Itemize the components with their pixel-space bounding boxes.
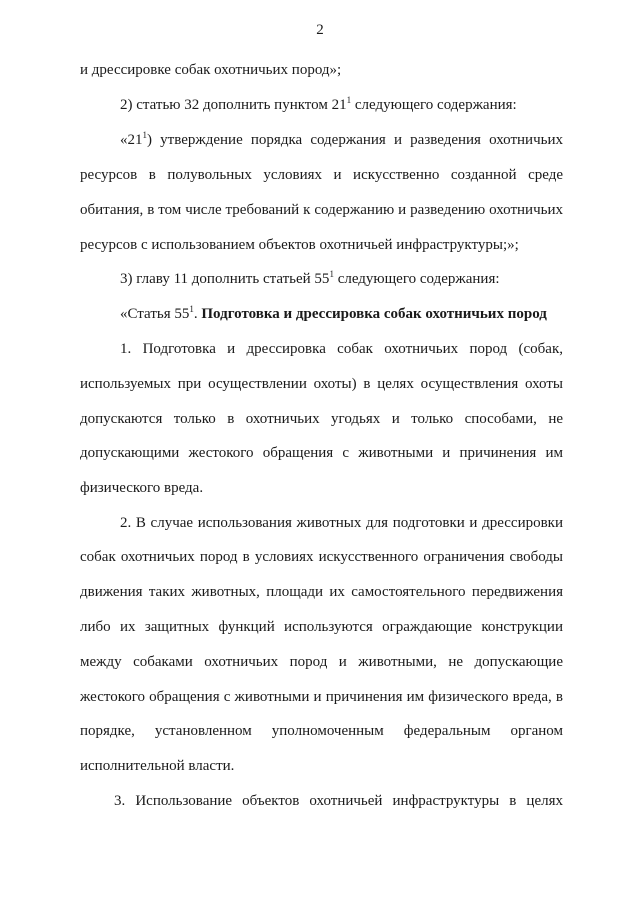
text-line: ресурсов в полувольных условиях и искусственно созданной среде [80,167,563,183]
text-line: 2. В случае использования животных для подготовки и дрессировки [120,515,563,531]
superscript: 1 [346,95,352,105]
text-line: допускающими жестокого обращения с животными и причинения им [80,445,563,461]
text-line: используемых при осуществлении охоты) в целях осуществления охоты [80,376,563,392]
superscript: 1 [329,269,334,279]
text-line: между собаками охотничьих пород и животными, не допускающие [80,654,563,670]
superscript: 1 [189,304,194,314]
text-line: либо их защитных функций используются ограждающие конструкции [80,619,563,635]
article-heading: «Статья $55^1$. Подготовка и дрессировка собак охотничьих пород [120,304,547,322]
text-line: жестокого обращения с животными и причинения им физического вреда, в [80,689,563,705]
text-line: физического вреда. [80,480,204,496]
text-line: допускаются только в охотничьих угодьях и только способами, не [80,411,563,427]
text-line: 1. Подготовка и дрессировка собак охотничьих пород (собак, [120,341,563,357]
text-line: ресурсов с использованием объектов охотничьей инфраструктуры;»; [80,237,519,253]
text-line: обитания, в том числе требований к содержанию и разведению охотничьих [80,202,563,218]
text-line: 3) главу 11 дополнить статьей $55^1$ следующего содержания: [120,269,500,287]
text-line: собак охотничьих пород в условиях искусственного ограничения свободы [80,549,563,565]
superscript: 1 [142,131,147,140]
text-line: движения таких животных, площади их самостоятельного передвижения [80,584,563,600]
text-line: исполнительной власти. [80,758,235,774]
text-line: порядке, установленном уполномоченным федеральным органом [80,723,563,739]
text-line: «$21^1$) утверждение порядка содержания и разведения охотничьих [120,131,563,148]
article-title: Подготовка и дрессировка собак охотничьих пород [201,306,547,322]
page-number: 2 [316,22,324,38]
text-line: 2) статью 32 дополнить пунктом $21^1$ следующего содержания: [120,95,517,113]
text-line: 3. Использование объектов охотничьей инфраструктуры в целях [114,793,563,809]
text-line: и дрессировке собак охотничьих пород»; [80,62,342,78]
